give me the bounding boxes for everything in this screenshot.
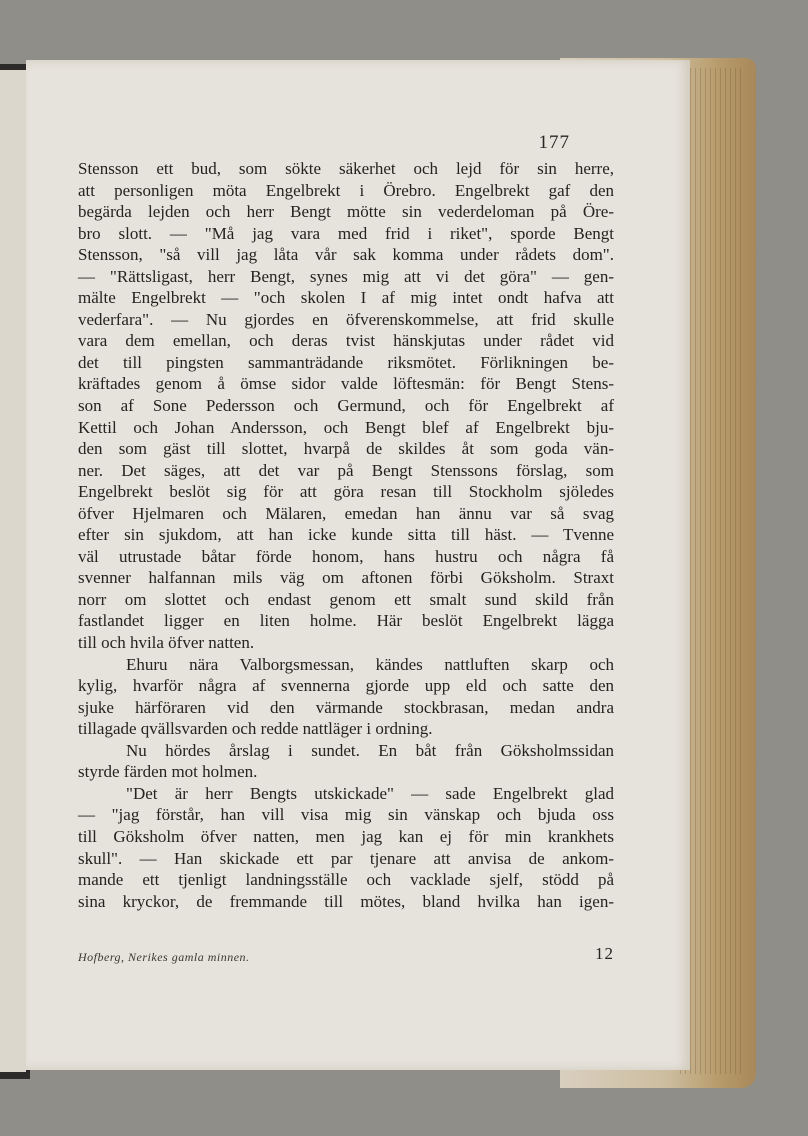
- book-page: [26, 60, 690, 1070]
- page-footer: [78, 944, 614, 970]
- text-line: bro slott. — "Må jag vara med frid i riket", sporde Bengt: [78, 223, 614, 243]
- text-line: svenner halfannan mils väg om aftonen förbi Göksholm. Straxt: [78, 568, 614, 588]
- text-line: sjuke härföraren vid den värmande stockbrasan, medan andra: [78, 697, 614, 717]
- text-line: till och hvila öfver natten.: [78, 633, 255, 653]
- text-line: Stensson, "så vill jag låta vår sak komma under rådets dom".: [78, 245, 614, 265]
- text-line: vederfara". — Nu gjordes en öfverenskommelse, att frid skulle: [78, 309, 614, 329]
- text-line: fastlandet ligger en liten holme. Här beslöt Engelbrekt lägga: [78, 611, 614, 631]
- text-line: "Det är herr Bengts utskickade" — sade Engelbrekt glad: [126, 783, 614, 803]
- text-line: kräftades genom å ömse sidor valde löftesmän: för Bengt Stens-: [78, 374, 614, 394]
- text-line: tillagade qvällsvarden och redde nattläger i ordning.: [78, 719, 433, 739]
- text-line: — "jag förstår, han vill visa mig sin vänskap och bjuda oss: [78, 805, 614, 825]
- text-line: det till pingsten sammanträdande riksmötet. Förlikningen be-: [78, 352, 614, 372]
- text-line: efter sin sjukdom, att han icke kunde sitta till häst. — Tvenne: [78, 525, 614, 545]
- text-line: — "Rättsligast, herr Bengt, synes mig att vi det göra" — gen-: [78, 266, 614, 286]
- text-line: den som gäst till slottet, hvarpå de skildes åt som goda vän-: [78, 439, 614, 459]
- text-line: mälte Engelbrekt — "och skolen I af mig intet ondt hafva att: [78, 288, 614, 308]
- text-line: öfver Hjelmaren och Mälaren, emedan han ännu var så svag: [78, 503, 614, 523]
- text-line: vara dem emellan, och deras tvist hänskjutas under rådet vid: [78, 331, 614, 351]
- text-line: norr om slottet och endast genom ett smalt sund skild från: [78, 589, 614, 609]
- text-line: Kettil och Johan Andersson, och Bengt blef af Engelbrekt bju-: [78, 417, 614, 437]
- text-line: att personligen möta Engelbrekt i Örebro. Engelbrekt gaf den: [78, 180, 614, 200]
- text-line: Ehuru nära Valborgsmessan, kändes nattluften skarp och: [126, 654, 614, 674]
- text-line: ner. Det säges, att det var på Bengt Stenssons förslag, som: [78, 460, 614, 480]
- text-line: kylig, hvarför några af svennerna gjorde upp eld och satte den: [78, 676, 614, 696]
- text-line: Nu hördes årslag i sundet. En båt från Göksholmssidan: [126, 740, 614, 760]
- signature-mark: 12: [595, 944, 614, 963]
- text-line: son af Sone Pedersson och Germund, och för Engelbrekt af: [78, 396, 614, 416]
- text-line: begärda lejden och herr Bengt mötte sin vederdeloman på Öre-: [78, 202, 614, 222]
- body-text: [78, 158, 614, 912]
- text-line: sina kryckor, de fremmande till mötes, bland hvilka han igen-: [78, 891, 614, 911]
- text-line: väl utrustade båtar förde honom, hans hustru och några få: [78, 546, 614, 566]
- facing-page-edge: [0, 70, 26, 1072]
- text-line: mande ett tjenligt landningsställe och vacklade sjelf, stödd på: [78, 870, 614, 890]
- text-line: skull". — Han skickade ett par tjenare att anvisa de ankom-: [78, 848, 614, 868]
- text-line: Engelbrekt beslöt sig för att göra resan till Stockholm sjöledes: [78, 482, 614, 502]
- footer-note: Hofberg, Nerikes gamla minnen.: [78, 950, 250, 964]
- text-line: Stensson ett bud, som sökte säkerhet och lejd för sin herre,: [78, 159, 614, 178]
- text-line: till Göksholm öfver natten, men jag kan ej för min krankhets: [78, 826, 614, 846]
- text-line: styrde färden mot holmen.: [78, 762, 258, 782]
- page-number: 177: [538, 132, 570, 153]
